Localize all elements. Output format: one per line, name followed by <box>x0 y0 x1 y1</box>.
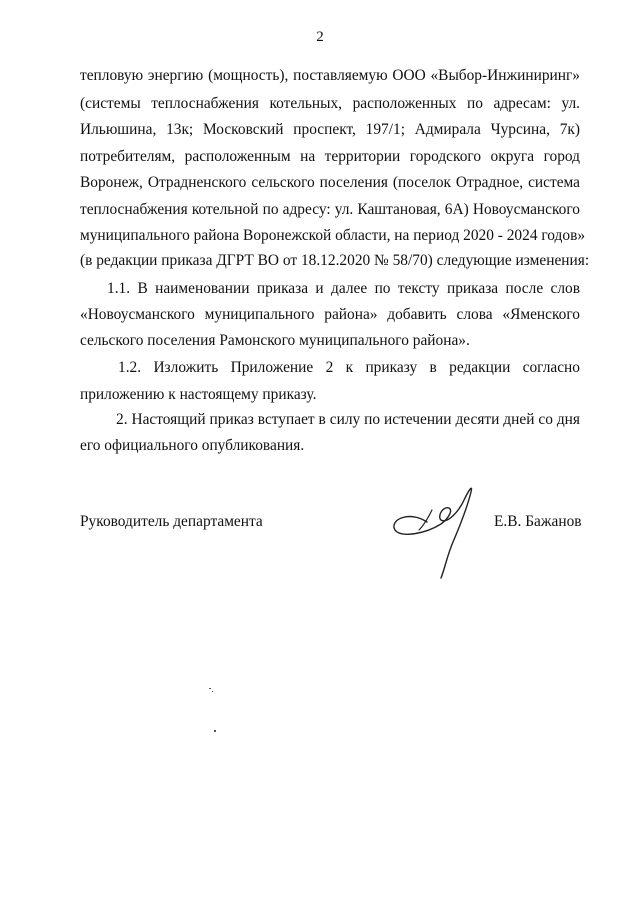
page-number: 2 <box>316 29 324 45</box>
paragraph-line: Ильюшина, 13к; Московский проспект, 197/1; Адмирала Чурсина, 7к) <box>80 121 580 138</box>
signatory-name: Е.В. Бажанов <box>494 513 582 530</box>
scan-speck <box>212 691 213 692</box>
paragraph-line: приложению к настоящему приказу. <box>80 386 317 403</box>
paragraph-line: (системы теплоснабжения котельных, расположенных по адресам: ул. <box>80 95 580 112</box>
paragraph-line: теплоснабжения котельной по адресу: ул. Каштановая, 6А) Новоусманского <box>80 201 580 218</box>
scan-speck <box>214 730 216 732</box>
paragraph-line: 1.1. В наименовании приказа и далее по тексту приказа после слов <box>107 280 580 297</box>
handwritten-signature <box>385 480 485 585</box>
paragraph-line: муниципального района Воронежской области, на период 2020 - 2024 годов» <box>80 227 586 244</box>
paragraph-line: 1.2. Изложить Приложение 2 к приказу в редакции согласно <box>118 359 580 376</box>
paragraph-line: потребителям, расположенным на территории городского округа город <box>80 148 580 165</box>
paragraph-line: 2. Настоящий приказ вступает в силу по истечении десяти дней со дня <box>116 411 580 428</box>
paragraph-line: Воронеж, Отрадненского сельского поселения (поселок Отрадное, система <box>80 174 580 191</box>
paragraph-line: тепловую энергию (мощность), поставляемую ООО «Выбор-Инжиниринг» <box>80 67 580 84</box>
signatory-title: Руководитель департамента <box>80 513 263 530</box>
paragraph-line: его официального опубликования. <box>80 437 305 454</box>
scan-speck <box>209 688 211 689</box>
paragraph-line: (в редакции приказа ДГРТ ВО от 18.12.2020 № 58/70) следующие изменения: <box>80 252 590 269</box>
paragraph-line: сельского поселения Рамонского муниципального района». <box>80 332 470 349</box>
paragraph-line: «Новоусманского муниципального района» добавить слова «Яменского <box>80 306 580 323</box>
